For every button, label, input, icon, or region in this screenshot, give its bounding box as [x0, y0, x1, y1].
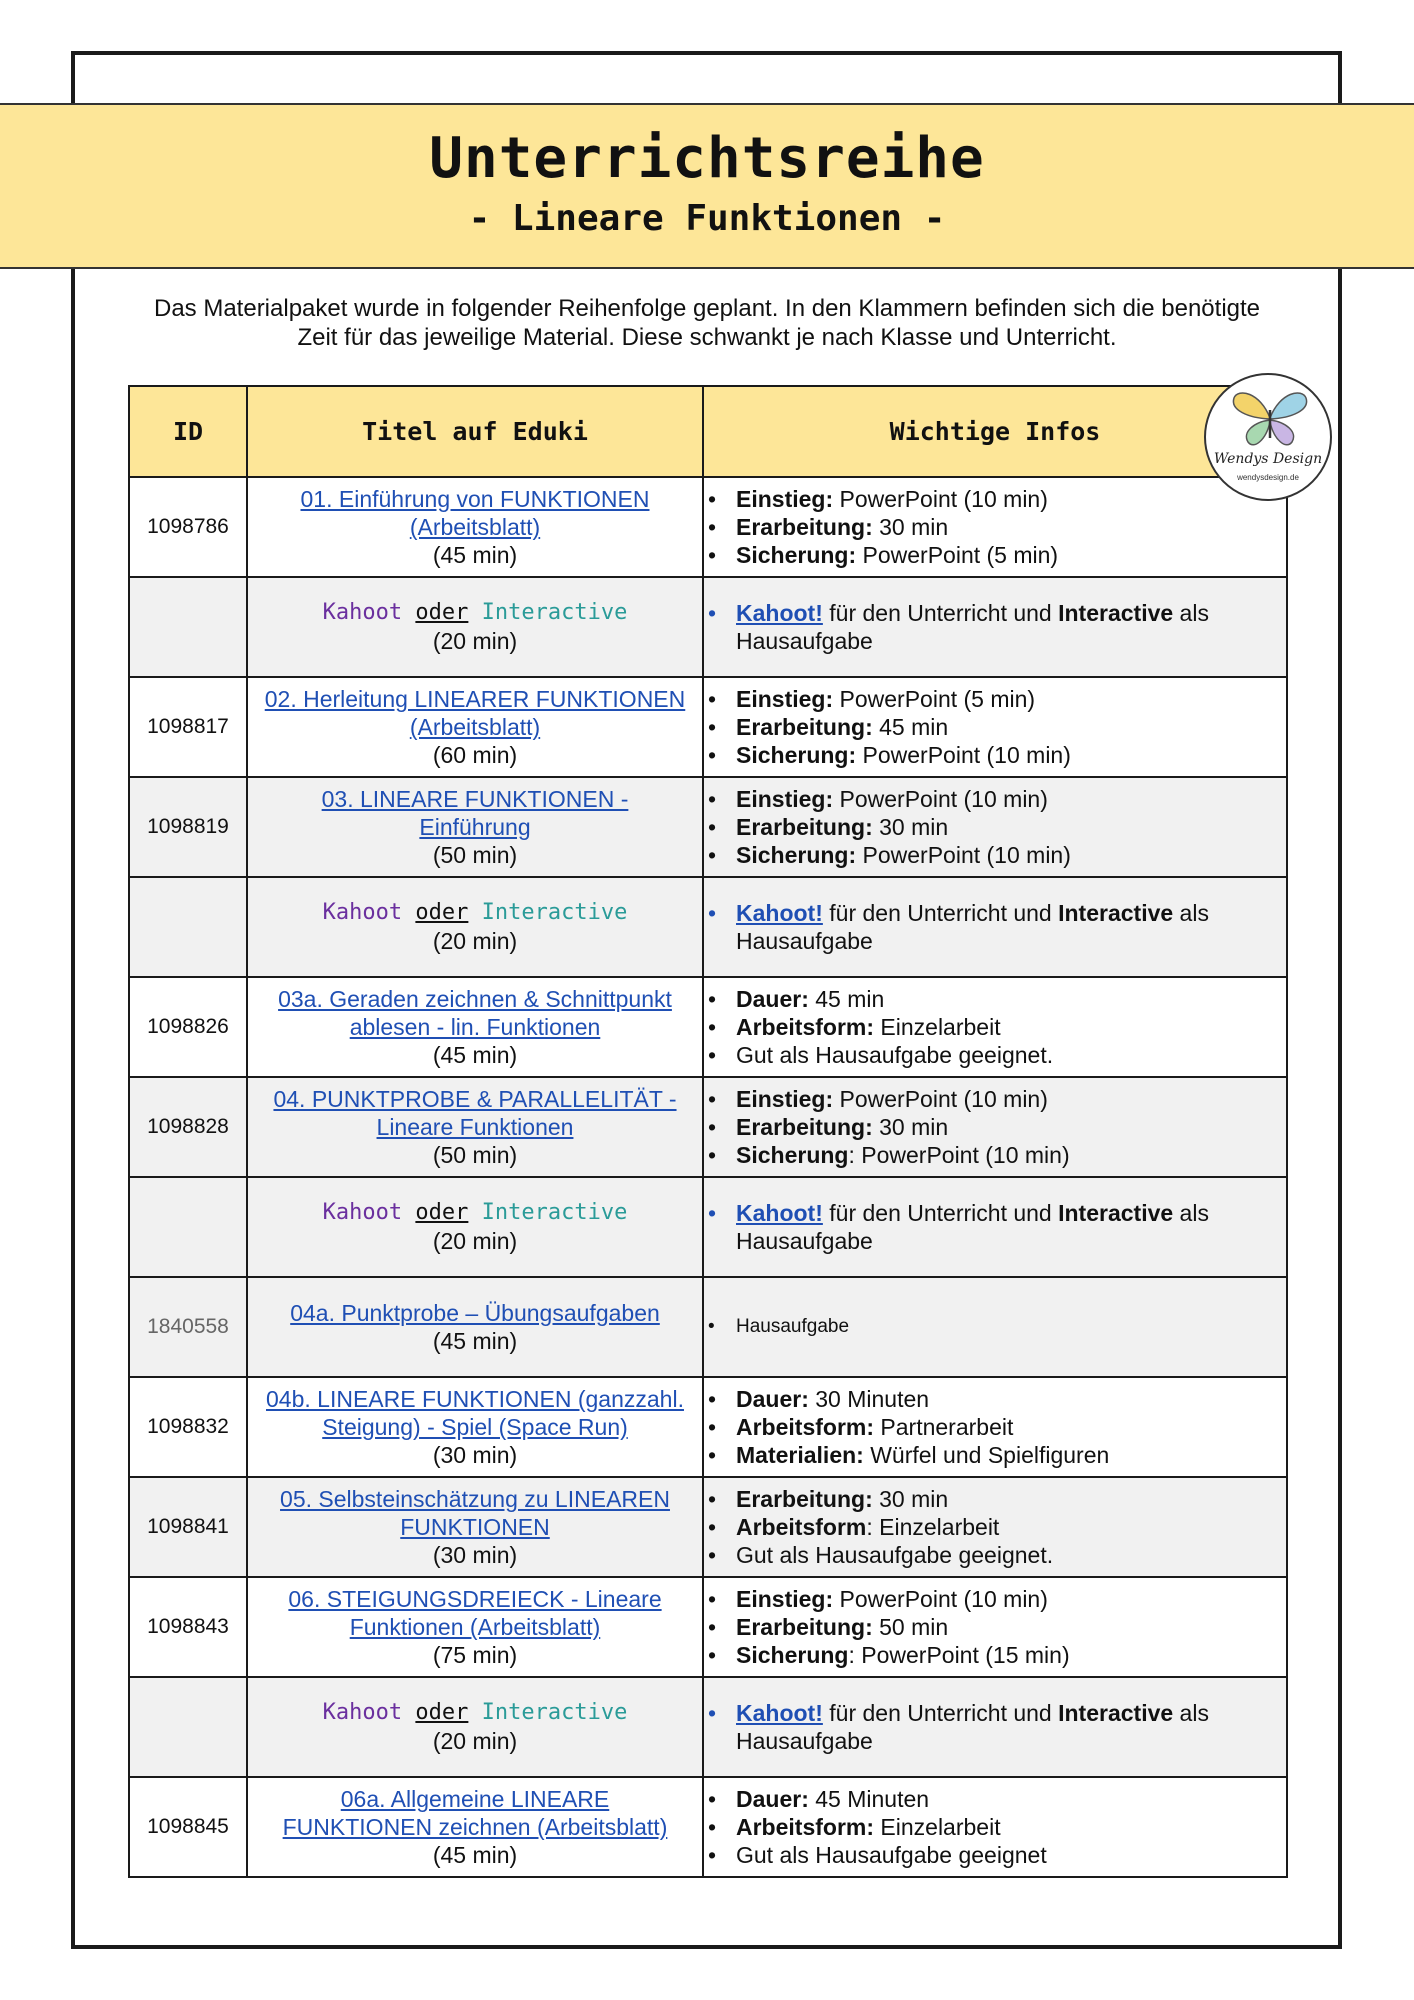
logo-url: wendysdesign.de: [1237, 473, 1299, 482]
cell-id: 1098817: [129, 677, 247, 777]
info-value: Gut als Hausaufgabe geeignet.: [736, 1042, 1054, 1068]
interactive-label: Interactive: [481, 600, 628, 625]
info-value: Würfel und Spielfiguren: [863, 1442, 1110, 1468]
info-value: : PowerPoint (15 min): [848, 1642, 1070, 1668]
cell-id: 1098786: [129, 477, 247, 577]
info-list: [704, 1199, 1286, 1255]
info-item: [704, 1841, 1286, 1869]
cell-id: 1840558: [129, 1277, 247, 1377]
info-key: Arbeitsform:: [736, 1014, 875, 1040]
material-duration: (20 min): [432, 628, 518, 654]
cell-id: 1098843: [129, 1577, 247, 1677]
header-infos: Wichtige Infos: [703, 386, 1287, 477]
info-value: 45 Minuten: [808, 1786, 930, 1812]
info-key: Einstieg:: [736, 786, 834, 812]
cell-infos: [703, 1777, 1287, 1877]
info-item: [704, 841, 1286, 869]
info-item: [704, 485, 1286, 513]
info-value: Partnerarbeit: [874, 1414, 1014, 1440]
wendys-design-logo: [1204, 373, 1332, 501]
title-line: 06a. Allgemeine LINEARE: [340, 1786, 610, 1812]
info-value: Gut als Hausaufgabe geeignet: [736, 1842, 1047, 1868]
kahoot-label: Kahoot: [322, 600, 403, 625]
oder-label: oder: [415, 1200, 469, 1225]
cell-title: [247, 1677, 703, 1777]
info-key: Materialien:: [736, 1442, 864, 1468]
table-row: [129, 777, 1287, 877]
info-key: Sicherung:: [736, 742, 857, 768]
cell-infos: [703, 977, 1287, 1077]
cell-title: [247, 777, 703, 877]
info-key: Sicherung:: [736, 542, 857, 568]
info-item: [704, 1813, 1286, 1841]
info-list: [704, 1313, 1286, 1341]
info-value: Hausaufgabe: [736, 1316, 850, 1337]
info-value: PowerPoint (5 min): [856, 542, 1059, 568]
cell-id: 1098832: [129, 1377, 247, 1477]
info-list: [704, 1785, 1286, 1869]
title-line: Lineare Funktionen: [376, 1114, 574, 1140]
cell-title: [247, 1577, 703, 1677]
material-title-link[interactable]: [322, 786, 629, 840]
info-key: Dauer:: [736, 1386, 809, 1412]
info-item: [704, 1541, 1286, 1569]
table-row: [129, 977, 1287, 1077]
info-text: als Hausaufgabe: [736, 900, 1209, 954]
kahoot-or-interactive: [248, 1199, 702, 1227]
info-item: [704, 1785, 1286, 1813]
info-key: Erarbeitung:: [736, 1486, 873, 1512]
title-line: 06. STEIGUNGSDREIECK - Lineare: [288, 1586, 662, 1612]
table-row: [129, 1277, 1287, 1377]
cell-infos: [703, 1077, 1287, 1177]
cell-infos: [703, 1377, 1287, 1477]
material-duration: (30 min): [432, 1542, 518, 1568]
cell-title: [247, 1277, 703, 1377]
info-item: [704, 685, 1286, 713]
info-item: [704, 1513, 1286, 1541]
kahoot-link[interactable]: Kahoot!: [736, 900, 823, 926]
cell-infos: [703, 577, 1287, 677]
cell-infos: [703, 777, 1287, 877]
cell-title: [247, 1777, 703, 1877]
cell-title: [247, 1177, 703, 1277]
info-value: PowerPoint (10 min): [833, 1086, 1048, 1112]
interactive-bold: Interactive: [1058, 1700, 1174, 1726]
kahoot-label: Kahoot: [322, 1200, 403, 1225]
info-value: 45 min: [808, 986, 885, 1012]
header-title: Titel auf Eduki: [247, 386, 703, 477]
info-item: [704, 1385, 1286, 1413]
header-id: ID: [129, 386, 247, 477]
info-value: PowerPoint (10 min): [856, 742, 1071, 768]
cell-infos: [703, 1577, 1287, 1677]
kahoot-label: Kahoot: [322, 900, 403, 925]
oder-label: oder: [415, 900, 469, 925]
material-duration: (20 min): [432, 1728, 518, 1754]
material-title-link[interactable]: [273, 1086, 676, 1140]
info-key: Einstieg:: [736, 1086, 834, 1112]
cell-id: 1098828: [129, 1077, 247, 1177]
info-item: [704, 599, 1286, 655]
info-value: 30 min: [872, 1114, 949, 1140]
cell-id: [129, 1177, 247, 1277]
info-key: Sicherung: [736, 1642, 849, 1668]
info-item: [704, 1199, 1286, 1255]
material-title-link[interactable]: [290, 1300, 660, 1326]
info-item: [704, 1641, 1286, 1669]
material-title-link[interactable]: [283, 1786, 668, 1840]
info-value: PowerPoint (10 min): [833, 786, 1048, 812]
info-item: [704, 1141, 1286, 1169]
title-line: FUNKTIONEN zeichnen (Arbeitsblatt): [282, 1814, 668, 1840]
info-list: [704, 899, 1286, 955]
info-text: als Hausaufgabe: [736, 1200, 1209, 1254]
info-list: [704, 599, 1286, 655]
info-item: [704, 1041, 1286, 1069]
material-title-link[interactable]: [301, 486, 650, 540]
info-key: Erarbeitung:: [736, 1114, 873, 1140]
title-line: ablesen - lin. Funktionen: [349, 1014, 601, 1040]
cell-title: [247, 977, 703, 1077]
info-key: Einstieg:: [736, 1586, 834, 1612]
info-item: [704, 785, 1286, 813]
cell-title: [247, 1377, 703, 1477]
kahoot-label: Kahoot: [322, 1700, 403, 1725]
info-item: [704, 1613, 1286, 1641]
cell-title: [247, 1477, 703, 1577]
material-duration: (60 min): [432, 742, 518, 768]
table-row: [129, 1477, 1287, 1577]
kahoot-link[interactable]: Kahoot!: [736, 1200, 823, 1226]
material-title-link[interactable]: [266, 1386, 684, 1440]
cell-title: [247, 677, 703, 777]
cell-infos: [703, 477, 1287, 577]
info-item: [704, 899, 1286, 955]
cell-infos: [703, 877, 1287, 977]
material-duration: (45 min): [432, 1042, 518, 1068]
table-row: [129, 1577, 1287, 1677]
table-body: [129, 477, 1287, 1877]
material-title-link[interactable]: [280, 1486, 670, 1540]
interactive-bold: Interactive: [1058, 600, 1174, 626]
title-line: Steigung) - Spiel (Space Run): [322, 1414, 628, 1440]
info-key: Erarbeitung:: [736, 814, 873, 840]
info-key: Sicherung:: [736, 842, 857, 868]
material-duration: (45 min): [432, 1842, 518, 1868]
table-row: [129, 1077, 1287, 1177]
table-row: [129, 677, 1287, 777]
cell-infos: [703, 1277, 1287, 1377]
material-duration: (75 min): [432, 1642, 518, 1668]
page-title: Unterrichtsreihe: [429, 126, 985, 191]
material-duration: (45 min): [432, 542, 518, 568]
table-row: [129, 1677, 1287, 1777]
info-item: [704, 1113, 1286, 1141]
info-text: als Hausaufgabe: [736, 600, 1209, 654]
table-row: [129, 877, 1287, 977]
info-value: 45 min: [872, 714, 949, 740]
title-line: 04a. Punktprobe – Übungsaufgaben: [290, 1300, 660, 1326]
info-text: für den Unterricht und: [822, 600, 1059, 626]
info-value: : Einzelarbeit: [866, 1514, 1000, 1540]
cell-id: [129, 1677, 247, 1777]
info-text: als Hausaufgabe: [736, 1700, 1209, 1754]
info-item: [704, 1585, 1286, 1613]
title-line: 01. Einführung von FUNKTIONEN: [300, 486, 650, 512]
info-text: für den Unterricht und: [822, 1200, 1059, 1226]
material-title-link[interactable]: [265, 686, 686, 740]
info-list: [704, 985, 1286, 1069]
info-key: Erarbeitung:: [736, 1614, 873, 1640]
cell-infos: [703, 1677, 1287, 1777]
cell-title: [247, 477, 703, 577]
info-value: PowerPoint (10 min): [833, 486, 1048, 512]
kahoot-link[interactable]: Kahoot!: [736, 1700, 823, 1726]
oder-label: oder: [415, 600, 469, 625]
title-line: Funktionen (Arbeitsblatt): [349, 1614, 601, 1640]
material-duration: (50 min): [432, 842, 518, 868]
info-key: Arbeitsform:: [736, 1814, 875, 1840]
interactive-bold: Interactive: [1058, 1200, 1174, 1226]
kahoot-link[interactable]: Kahoot!: [736, 600, 823, 626]
info-value: Einzelarbeit: [874, 1814, 1001, 1840]
logo-name: Wendys Design: [1213, 451, 1323, 467]
info-key: Dauer:: [736, 986, 809, 1012]
cell-id: [129, 877, 247, 977]
table-row: [129, 1177, 1287, 1277]
info-item: [704, 1313, 1286, 1341]
info-item: [704, 1699, 1286, 1755]
oder-label: oder: [415, 1700, 469, 1725]
info-text: für den Unterricht und: [822, 900, 1059, 926]
title-line: 04b. LINEARE FUNKTIONEN (ganzzahl.: [266, 1386, 684, 1412]
kahoot-or-interactive: [248, 899, 702, 927]
title-banner: [0, 103, 1414, 269]
table-row: [129, 577, 1287, 677]
title-line: (Arbeitsblatt): [409, 514, 541, 540]
info-list: [704, 1585, 1286, 1669]
info-item: [704, 1085, 1286, 1113]
cell-id: 1098841: [129, 1477, 247, 1577]
table-row: [129, 1377, 1287, 1477]
title-line: 04. PUNKTPROBE & PARALLELITÄT -: [273, 1086, 677, 1112]
info-value: Einzelarbeit: [874, 1014, 1001, 1040]
info-list: [704, 1085, 1286, 1169]
info-value: : PowerPoint (10 min): [848, 1142, 1070, 1168]
cell-title: [247, 877, 703, 977]
table-header-row: [129, 386, 1287, 477]
info-list: [704, 685, 1286, 769]
cell-infos: [703, 1177, 1287, 1277]
info-key: Dauer:: [736, 1786, 809, 1812]
info-key: Einstieg:: [736, 486, 834, 512]
info-value: 30 Minuten: [808, 1386, 930, 1412]
info-item: [704, 813, 1286, 841]
info-list: [704, 1385, 1286, 1469]
lesson-plan-table: [128, 385, 1288, 1878]
info-value: 30 min: [872, 1486, 949, 1512]
interactive-bold: Interactive: [1058, 900, 1174, 926]
info-value: 30 min: [872, 514, 949, 540]
info-item: [704, 713, 1286, 741]
cell-id: 1098826: [129, 977, 247, 1077]
info-item: [704, 1441, 1286, 1469]
title-line: Einführung: [419, 814, 531, 840]
info-list: [704, 485, 1286, 569]
info-key: Erarbeitung:: [736, 714, 873, 740]
info-text: für den Unterricht und: [822, 1700, 1059, 1726]
material-duration: (20 min): [432, 928, 518, 954]
info-value: PowerPoint (10 min): [856, 842, 1071, 868]
title-line: 03. LINEARE FUNKTIONEN -: [321, 786, 629, 812]
info-list: [704, 1699, 1286, 1755]
interactive-label: Interactive: [481, 1700, 628, 1725]
info-item: [704, 1413, 1286, 1441]
table-row: [129, 1777, 1287, 1877]
info-key: Einstieg:: [736, 686, 834, 712]
info-item: [704, 1485, 1286, 1513]
info-item: [704, 741, 1286, 769]
kahoot-or-interactive: [248, 599, 702, 627]
info-list: [704, 1485, 1286, 1569]
cell-id: 1098819: [129, 777, 247, 877]
cell-id: [129, 577, 247, 677]
material-duration: (50 min): [432, 1142, 518, 1168]
info-list: [704, 785, 1286, 869]
page-subtitle: - Lineare Funktionen -: [468, 198, 946, 239]
kahoot-or-interactive: [248, 1699, 702, 1727]
interactive-label: Interactive: [481, 1200, 628, 1225]
intro-text: Das Materialpaket wurde in folgender Reihenfolge geplant. In den Klammern befinden sich die benötigte Zeit für das jeweilige Material. Diese schwankt je nach Klasse und Unterricht.: [153, 295, 1261, 351]
info-value: 50 min: [872, 1614, 949, 1640]
title-line: 05. Selbsteinschätzung zu LINEAREN: [280, 1486, 670, 1512]
title-line: (Arbeitsblatt): [409, 714, 541, 740]
material-duration: (30 min): [432, 1442, 518, 1468]
material-duration: (20 min): [432, 1228, 518, 1254]
info-value: PowerPoint (10 min): [833, 1586, 1048, 1612]
material-title-link[interactable]: [278, 986, 672, 1040]
info-item: [704, 985, 1286, 1013]
title-line: 02. Herleitung LINEARER FUNKTIONEN: [264, 686, 686, 712]
cell-title: [247, 577, 703, 677]
table-row: [129, 477, 1287, 577]
info-key: Sicherung: [736, 1142, 849, 1168]
interactive-label: Interactive: [481, 900, 628, 925]
material-duration: (45 min): [432, 1328, 518, 1354]
info-item: [704, 513, 1286, 541]
cell-title: [247, 1077, 703, 1177]
info-key: Erarbeitung:: [736, 514, 873, 540]
title-line: FUNKTIONEN: [400, 1514, 550, 1540]
cell-infos: [703, 677, 1287, 777]
info-value: Gut als Hausaufgabe geeignet.: [736, 1542, 1054, 1568]
info-key: Arbeitsform:: [736, 1414, 875, 1440]
cell-infos: [703, 1477, 1287, 1577]
info-value: 30 min: [872, 814, 949, 840]
material-title-link[interactable]: [288, 1586, 661, 1640]
info-key: Arbeitsform: [736, 1514, 867, 1540]
title-line: 03a. Geraden zeichnen & Schnittpunkt: [278, 986, 672, 1012]
cell-id: 1098845: [129, 1777, 247, 1877]
info-value: PowerPoint (5 min): [833, 686, 1036, 712]
butterfly-icon: [1230, 388, 1310, 450]
info-item: [704, 1013, 1286, 1041]
info-item: [704, 541, 1286, 569]
